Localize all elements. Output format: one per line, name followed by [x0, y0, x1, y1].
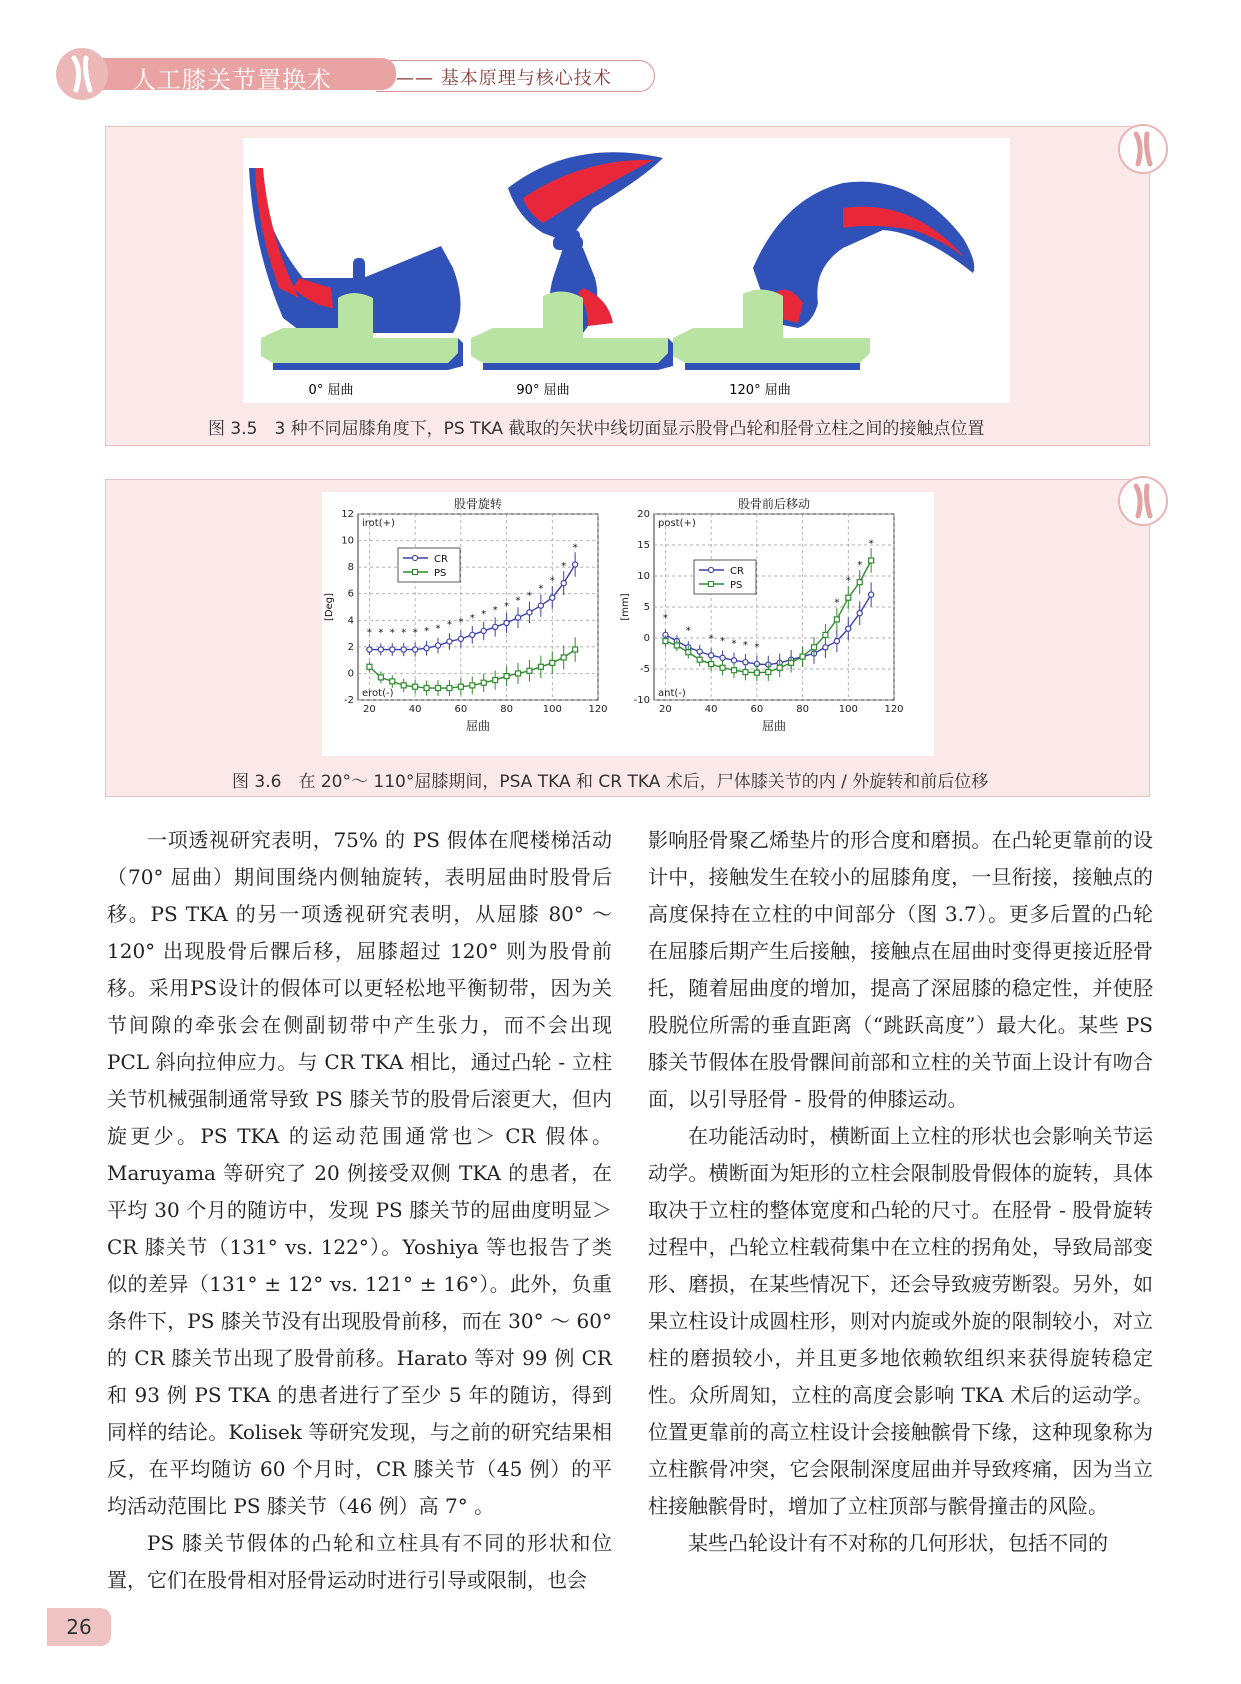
- chart1-legend-marker-CR: [412, 555, 417, 560]
- knee-logo-icon: [56, 48, 108, 100]
- chart1-significance-star: *: [389, 627, 395, 639]
- chart2-series-PS-point: [663, 639, 668, 644]
- chart1-series-CR-point: [401, 647, 406, 652]
- chart2-significance-star: *: [868, 538, 874, 550]
- chart1-series-PS-point: [424, 686, 429, 691]
- chart1-series-PS-point: [504, 674, 509, 679]
- chart1-significance-star: *: [572, 542, 578, 554]
- page-number: 26: [47, 1608, 111, 1646]
- chart2-series-PS-point: [789, 660, 794, 665]
- chart1-x-tick-label: 120: [588, 704, 608, 715]
- chart2-series-PS-point: [823, 632, 828, 637]
- chart1-x-tick-label: 40: [408, 704, 422, 715]
- chart1-series-PS-point: [516, 671, 521, 676]
- chart1-plot-area: [358, 514, 598, 700]
- chart2-significance-star: *: [708, 633, 714, 645]
- chart2-y-tick-label: 0: [643, 633, 650, 644]
- chart2-x-tick-label: 40: [704, 704, 718, 715]
- book-subtitle: —— 基本原理与核心技术: [396, 68, 612, 89]
- chart1-series-PS-point: [470, 683, 475, 688]
- book-title: 人工膝关节置换术: [132, 66, 332, 94]
- chart1-series-CR-point: [515, 615, 520, 620]
- chart2-significance-star: *: [857, 560, 863, 572]
- running-header: [56, 48, 616, 100]
- chart2-legend-label-CR: CR: [730, 566, 744, 577]
- chart1-annotation-negative: erot(-): [362, 688, 394, 699]
- chart2-significance-star: *: [845, 575, 851, 587]
- chart1-significance-star: *: [549, 575, 555, 587]
- chart2-series-PS-point: [800, 654, 805, 659]
- chart1-significance-star: *: [492, 604, 498, 616]
- chart2-x-tick-label: 80: [796, 704, 809, 715]
- chart1-significance-star: *: [481, 608, 487, 620]
- chart1-series-CR-point: [481, 628, 486, 633]
- chart1-series-CR-point: [424, 646, 429, 651]
- chart2-y-tick-label: -5: [640, 664, 650, 675]
- chart2-series-PS-point: [857, 580, 862, 585]
- chart2-x-tick-label: 60: [750, 704, 764, 715]
- chart2-series-PS-point: [732, 668, 737, 673]
- chart1-series-PS-point: [436, 686, 441, 691]
- chart2-series-PS-point: [766, 670, 771, 675]
- chart1-y-label: [Deg]: [324, 592, 335, 622]
- knee-corner-icon-2: [1118, 476, 1168, 526]
- chart1-series-CR-point: [527, 610, 532, 615]
- chart1-series-PS-point: [447, 686, 452, 691]
- chart2-legend-marker-CR: [708, 567, 713, 572]
- chart2-series-CR-point: [857, 611, 862, 616]
- chart1-significance-star: *: [469, 612, 475, 624]
- implant-0deg: [249, 168, 463, 370]
- chart1-y-tick-label: 0: [347, 668, 354, 680]
- chart2-series-CR-point: [731, 658, 736, 663]
- chart1-significance-star: *: [435, 623, 441, 635]
- chart2-series-PS-point: [743, 670, 748, 675]
- chart2-significance-star: *: [731, 638, 737, 650]
- chart2-significance-star: *: [720, 635, 726, 647]
- chart2-x-label: 屈曲: [761, 719, 787, 733]
- chart2-series-PS-point: [777, 665, 782, 670]
- left-paragraph-2: PS 膝关节假体的凸轮和立柱具有不同的形状和位置，它们在股骨相对胫骨运动时进行引导或限制，也会: [107, 1531, 612, 1592]
- chart1-x-tick-label: 80: [500, 704, 513, 715]
- chart1-y-tick-label: 8: [347, 562, 354, 574]
- chart1-significance-star: *: [538, 583, 544, 595]
- chart1-significance-star: *: [446, 619, 452, 631]
- chart1-series-CR-point: [435, 643, 440, 648]
- chart2-series-CR-point: [834, 639, 839, 644]
- chart1-y-tick-label: 10: [341, 535, 354, 547]
- chart1-series-PS-point: [527, 668, 532, 673]
- chart2-significance-star: *: [834, 597, 840, 609]
- chart2-annotation-negative: ant(-): [658, 688, 686, 699]
- chart2-y-label: [mm]: [620, 593, 631, 621]
- chart1-series-CR-point: [447, 639, 452, 644]
- left-column: [107, 822, 612, 1599]
- chart2-x-tick-label: 20: [659, 704, 672, 715]
- chart2-series-PS-point: [812, 645, 817, 650]
- chart1-series-CR-point: [573, 562, 578, 567]
- chart2-significance-star: *: [662, 612, 668, 624]
- chart1-y-tick-label: 12: [341, 509, 354, 520]
- chart1-series-PS-point: [561, 655, 566, 660]
- chart1-series-CR-point: [367, 647, 372, 652]
- chart2-y-tick-label: 20: [637, 509, 650, 520]
- right-paragraph-1: 影响胫骨聚乙烯垫片的形合度和磨损。在凸轮更靠前的设计中，接触发生在较小的屈膝角度，一旦衔接，接触点的高度保持在立柱的中间部分（图 3.7）。更多后置的凸轮在屈膝后期产生后接触，接触点在屈曲时变得更接近胫骨托，随着屈曲度的增加，提高了深屈膝的稳定性，并使胫股脱位所需的垂直距离（“跳跃高度”）最大化。某些 PS 膝关节假体在股骨髁间前部和立柱的关节面上设计有吻合面，以引导胫骨 - 股骨的伸膝运动。: [648, 828, 1153, 1111]
- chart2-series-PS-point: [846, 595, 851, 600]
- chart1-series-CR-point: [493, 624, 498, 629]
- chart1-series-CR-point: [538, 603, 543, 608]
- chart1-series-PS-point: [481, 680, 486, 685]
- chart2-legend-marker-PS: [709, 582, 714, 587]
- chart1-significance-star: *: [526, 590, 532, 602]
- chart1-significance-star: *: [412, 627, 418, 639]
- chart2-y-tick-label: 5: [643, 602, 650, 613]
- right-column: [648, 822, 1153, 1562]
- chart2-legend-label-PS: PS: [730, 580, 743, 591]
- implant-120deg: [673, 182, 974, 370]
- chart2-y-tick-label: -10: [633, 695, 650, 706]
- chart1-legend-marker-PS: [413, 570, 418, 575]
- chart1-series-CR-point: [561, 580, 566, 585]
- chart1-series-CR-point: [378, 647, 383, 652]
- chart1-series-PS-point: [573, 647, 578, 652]
- chart2-title: 股骨前后移动: [737, 497, 811, 511]
- chart1-series-CR-point: [458, 636, 463, 641]
- chart2-y-tick-label: 10: [637, 571, 650, 582]
- chart1-y-tick-label: 2: [347, 641, 354, 653]
- chart1-x-tick-label: 60: [454, 704, 468, 715]
- chart1-x-label: 屈曲: [465, 719, 491, 733]
- chart1-series-CR-point: [504, 620, 509, 625]
- chart2-series-CR-point: [869, 592, 874, 597]
- chart2-significance-star: *: [685, 625, 691, 637]
- chart1-series-PS-point: [493, 678, 498, 683]
- chart1-significance-star: *: [378, 627, 384, 639]
- chart1-title: 股骨旋转: [453, 497, 503, 511]
- chart1-significance-star: *: [424, 626, 430, 638]
- chart1-series-PS-point: [378, 675, 383, 680]
- figure-3-5-caption: 图 3.5 3 种不同屈膝角度下，PS TKA 截取的矢状中线切面显示股骨凸轮和胫骨立柱之间的接触点位置: [208, 419, 985, 439]
- chart1-series-CR-point: [413, 647, 418, 652]
- chart2-significance-star: *: [754, 642, 760, 654]
- chart1-significance-star: *: [561, 561, 567, 573]
- chart2-series-CR-point: [846, 626, 851, 631]
- chart1-legend-box: [398, 548, 460, 582]
- right-paragraph-3: 某些凸轮设计有不对称的几何形状，包括不同的: [688, 1531, 1108, 1555]
- chart1-series-PS-point: [401, 683, 406, 688]
- figure-3-6-caption: 图 3.6 在 20°～ 110°屈膝期间，PSA TKA 和 CR TKA 术后，尸体膝关节的内 / 外旋转和前后位移: [232, 772, 989, 792]
- chart2-series-PS-point: [834, 617, 839, 622]
- chart1-series-CR-point: [470, 632, 475, 637]
- chart1-series-PS-point: [390, 679, 395, 684]
- chart2-series-PS-point: [754, 670, 759, 675]
- figure-3-5-image: [243, 138, 1010, 403]
- figure-3-6-charts: [322, 492, 934, 756]
- knee-corner-icon: [1118, 124, 1168, 174]
- chart2-y-tick-label: 15: [637, 540, 650, 551]
- chart1-significance-star: *: [366, 627, 372, 639]
- chart2-x-tick-label: 100: [838, 704, 858, 715]
- chart1-series-PS-point: [458, 684, 463, 689]
- chart1-series-PS-point: [413, 684, 418, 689]
- chart1-y-tick-label: -2: [344, 695, 354, 706]
- chart1-significance-star: *: [401, 627, 407, 639]
- chart2-series-PS-point: [697, 657, 702, 662]
- chart1-series-CR-point: [390, 647, 395, 652]
- chart1-series-PS-point: [367, 664, 372, 669]
- chart2-series-PS-point: [869, 558, 874, 563]
- right-paragraph-2: 在功能活动时，横断面上立柱的形状也会影响关节运动学。横断面为矩形的立柱会限制股骨假体的旋转，具体取决于立柱的整体宽度和凸轮的尺寸。在胫骨 - 股骨旋转过程中，凸轮立柱载荷集中在立柱的拐角处，导致局部变形、磨损，在某些情况下，还会导致疲劳断裂。另外，如果立柱设计成圆柱形，则对内旋或外旋的限制较小，对立柱的磨损较小，并且更多地依赖软组织来获得旋转稳定性。众所周知，立柱的高度会影响 TKA 术后的运动学。位置更靠前的高立柱设计会接触髌骨下缘，这种现象称为立柱髌骨冲突，它会限制深度屈曲并导致疼痛，因为当立柱接触髌骨时，增加了立柱顶部与髌骨撞击的风险。: [648, 1124, 1153, 1518]
- label-0deg: 0° 屈曲: [308, 383, 354, 398]
- left-paragraph-1: 一项透视研究表明，75% 的 PS 假体在爬楼梯活动（70° 屈曲）期间围绕内侧轴旋转，表明屈曲时股骨后移。PS TKA 的另一项透视研究表明，从屈膝 80° ～ 120° 出现股骨后髁后移，屈膝超过 120° 则为股骨前移。采用PS设计的假体可以更轻松地平衡韧带，因为关节间隙的牵张会在侧副韧带中产生张力，而不会出现 PCL 斜向拉伸应力。与 CR TKA 相比，通过凸轮 - 立柱关节机械强制通常导致 PS 膝关节的股骨后滚更大，但内旋更少。PS TKA 的运动范围通常也＞ CR 假体。Maruyama 等研究了 20 例接受双侧 TKA 的患者，在平均 30 个月的随访中，发现 PS 膝关节的屈曲度明显＞ CR 膝关节（131° vs. 122°）。Yoshiya 等也报告了类似的差异（131° ± 12° vs. 121° ± 16°）。此外，负重条件下，PS 膝关节没有出现股骨前移，而在 30° ～ 60° 的 CR 膝关节出现了股骨前移。Harato 等对 99 例 CR 和 93 例 PS TKA 的患者进行了至少 5 年的随访，得到同样的结论。Kolisek 等研究发现，与之前的研究结果相反，在平均随访 60 个月时，CR 膝关节（45 例）的平均活动范围比 PS 膝关节（46 例）高 7° 。: [107, 828, 612, 1518]
- implant-90deg: [471, 152, 673, 370]
- chart1-annotation-positive: irot(+): [362, 518, 395, 529]
- chart1-significance-star: *: [458, 616, 464, 628]
- chart2-annotation-positive: post(+): [658, 518, 696, 529]
- chart1-series-PS-point: [550, 660, 555, 665]
- chart2-series-PS-point: [709, 662, 714, 667]
- label-120deg: 120° 屈曲: [729, 383, 791, 398]
- chart1-significance-star: *: [515, 595, 521, 607]
- chart1-x-tick-label: 20: [363, 704, 376, 715]
- chart2-series-PS-point: [720, 665, 725, 670]
- chart2-series-CR-point: [720, 655, 725, 660]
- chart1-y-tick-label: 4: [347, 615, 354, 627]
- chart2-x-tick-label: 120: [884, 704, 904, 715]
- chart2-significance-star: *: [742, 640, 748, 652]
- chart1-series-PS-point: [538, 664, 543, 669]
- label-90deg: 90° 屈曲: [516, 383, 570, 398]
- chart1-legend-label-CR: CR: [434, 554, 448, 565]
- chart2-series-PS-point: [674, 643, 679, 648]
- chart1-series-CR-point: [550, 595, 555, 600]
- chart2-legend-box: [694, 560, 756, 594]
- charts-svg: [322, 492, 934, 756]
- chart2-series-PS-point: [686, 650, 691, 655]
- chart1-legend-label-PS: PS: [434, 568, 447, 579]
- chart1-x-tick-label: 100: [542, 704, 562, 715]
- chart1-significance-star: *: [504, 600, 510, 612]
- chart1-y-tick-label: 6: [347, 588, 354, 600]
